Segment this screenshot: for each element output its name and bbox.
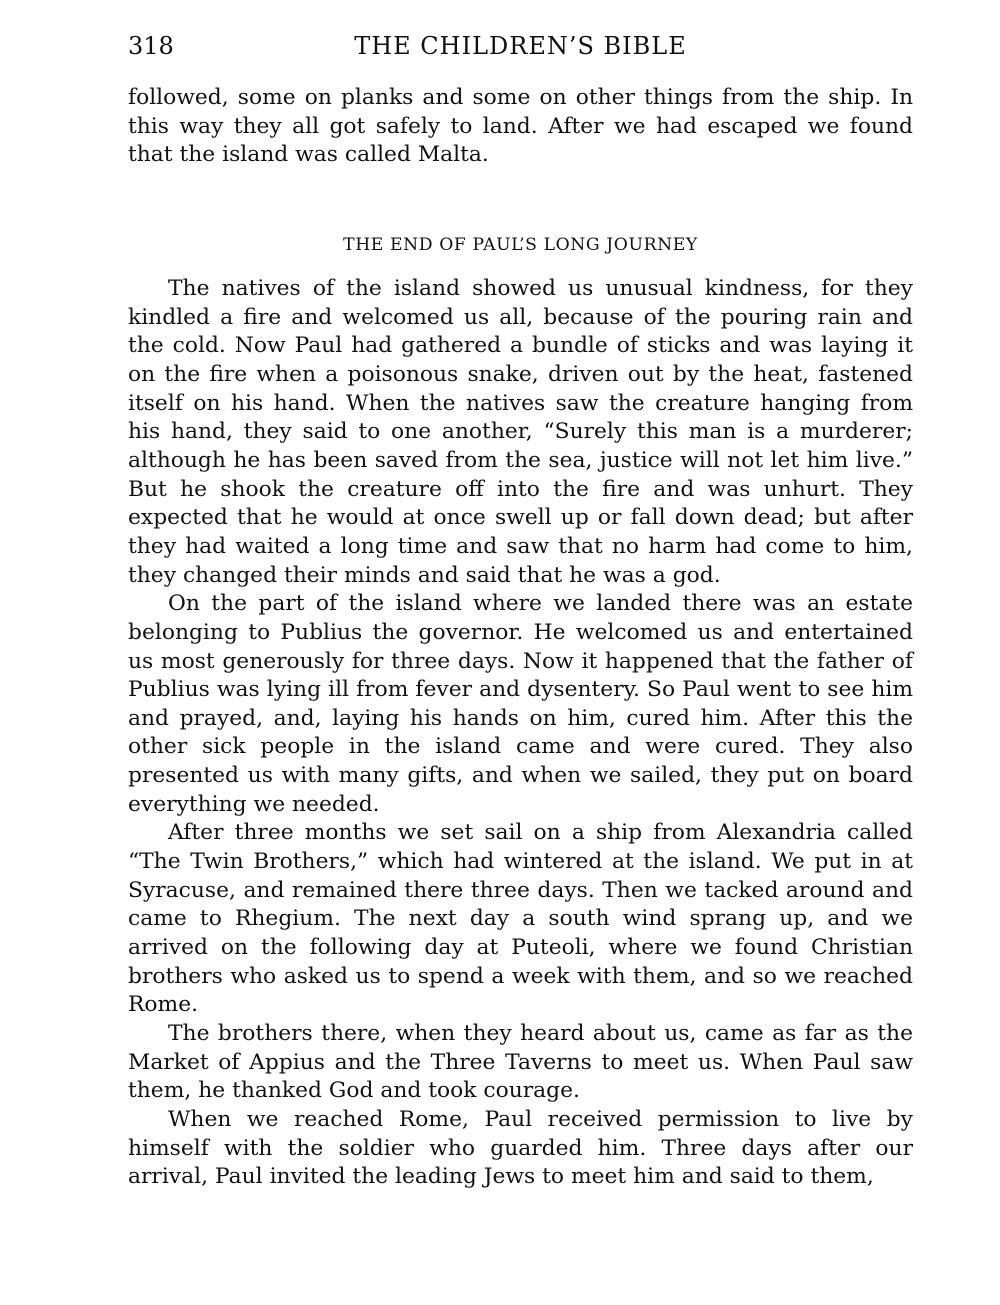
book-title: THE CHILDREN’S BIBLE	[354, 32, 687, 60]
running-head	[128, 28, 913, 64]
body-paragraph: On the part of the island where we landed there was an estate belonging to Publius the governor. He welcomed us and entertained us most generously for three days. Now it happened that the father of Publius was lying ill from fever and dysentery. So Paul went to see him and prayed, and, laying his hands on him, cured him. After this the other sick people in the island came and were cured. They also presented us with many gifts, and when we sailed, they put on board everything we needed.	[128, 591, 913, 817]
section-heading: THE END OF PAUL’S LONG JOURNEY	[343, 234, 698, 255]
body-paragraph: When we reached Rome, Paul received permission to live by himself with the soldier who guarded him. Three days after our arrival, Paul invited the leading Jews to meet him and said to them,	[128, 1107, 913, 1190]
body-paragraph: The brothers there, when they heard about us, came as far as the Market of Appius and the Three Taverns to meet us. When Paul saw them, he thanked God and took courage.	[128, 1021, 913, 1104]
opening-paragraph: followed, some on planks and some on other things from the ship. In this way they all got safely to land. After we had escaped we found that the island was called Malta.	[128, 85, 913, 168]
book-page	[128, 28, 913, 1192]
page-number: 318	[128, 32, 174, 60]
body-paragraph: After three months we set sail on a ship from Alexandria called “The Twin Brothers,” which had wintered at the island. We put in at Syracuse, and remained there three days. Then we tacked around and came to Rhegium. The next day a south wind sprang up, and we arrived on the following day at Puteoli, where we found Christian brothers who asked us to spend a week with them, and so we reached Rome.	[128, 820, 913, 1018]
body-paragraph: The natives of the island showed us unusual kindness, for they kindled a fire and welcomed us all, because of the pouring rain and the cold. Now Paul had gathered a bundle of sticks and was laying it on the fire when a poisonous snake, driven out by the heat, fastened itself on his hand. When the natives saw the creature hanging from his hand, they said to one another, “Surely this man is a murderer; although he has been saved from the sea, justice will not let him live.” But he shook the creature off into the fire and was unhurt. They expected that he would at once swell up or fall down dead; but after they had waited a long time and saw that no harm had come to him, they changed their minds and said that he was a god.	[128, 275, 913, 588]
